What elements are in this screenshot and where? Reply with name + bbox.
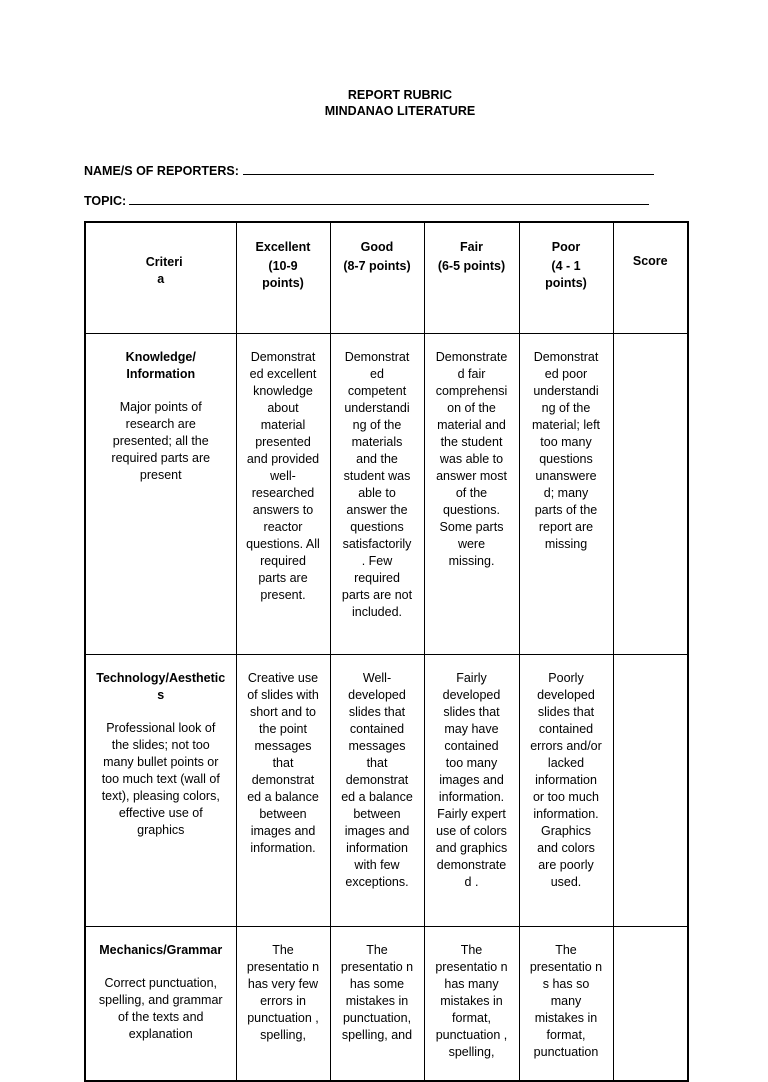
document-title: REPORT RUBRIC bbox=[347, 88, 453, 102]
criterion-cell bbox=[85, 927, 236, 1082]
poor-cell: Poorly developed slides that contained errors and/or lacked information or too much information. Graphics and colors are poorly used. bbox=[519, 655, 613, 927]
table-header-row bbox=[85, 222, 688, 334]
table-row bbox=[85, 927, 688, 1082]
header-excellent bbox=[236, 222, 330, 334]
header-good bbox=[330, 222, 424, 334]
level-name: Fair bbox=[460, 240, 483, 254]
topic-field bbox=[84, 192, 649, 209]
score-cell[interactable] bbox=[613, 655, 688, 927]
good-cell: Demonstrat ed competent understandi ng of the materials and the student was able to answer the questions satisfactorily . Few required parts are not included. bbox=[330, 334, 424, 655]
criterion-name: Knowledge/ Information bbox=[125, 350, 196, 381]
criterion-description: Major points of research are presented; all the required parts are present bbox=[111, 400, 211, 482]
topic-blank-line bbox=[129, 192, 649, 205]
names-blank-line bbox=[243, 162, 654, 175]
criterion-description: Professional look of the slides; not too many bullet points or too much text (wall of text), pleasing colors, effective use of graphics bbox=[101, 721, 220, 837]
excellent-cell: Demonstrat ed excellent knowledge about material presented and provided well-researched answers to reactor questions. All required parts are present. bbox=[236, 334, 330, 655]
criterion-name: Mechanics/Grammar bbox=[99, 943, 223, 957]
fair-cell: The presentatio n has many mistakes in format, punctuation , spelling, bbox=[424, 927, 519, 1082]
document-subtitle: MINDANAO LITERATURE bbox=[324, 104, 476, 118]
header-score: Score bbox=[613, 222, 688, 334]
table-row bbox=[85, 334, 688, 655]
good-cell: The presentatio n has some mistakes in punctuation, spelling, and bbox=[330, 927, 424, 1082]
level-name: Good bbox=[360, 240, 394, 254]
score-cell[interactable] bbox=[613, 334, 688, 655]
header-fair bbox=[424, 222, 519, 334]
level-name: Excellent bbox=[255, 240, 311, 254]
table-row bbox=[85, 655, 688, 927]
level-range: (6-5 points) bbox=[437, 259, 506, 273]
header-poor bbox=[519, 222, 613, 334]
level-range: (8-7 points) bbox=[343, 259, 411, 273]
fair-cell: Fairly developed slides that may have contained too many images and information. Fairly expert use of colors and graphics demonstrate d . bbox=[424, 655, 519, 927]
rubric-table bbox=[84, 221, 689, 1082]
excellent-cell: The presentatio n has very few errors in punctuation , spelling, bbox=[236, 927, 330, 1082]
poor-cell: The presentatio n s has so many mistakes in format, punctuation bbox=[519, 927, 613, 1082]
good-cell: Well-developed slides that contained messages that demonstrat ed a balance between images and information with few exceptions. bbox=[330, 655, 424, 927]
level-range: (4 - 1 points) bbox=[545, 259, 587, 290]
criterion-cell bbox=[85, 334, 236, 655]
excellent-cell: Creative use of slides with short and to the point messages that demonstrat ed a balance between images and information. bbox=[236, 655, 330, 927]
criterion-description: Correct punctuation, spelling, and grammar of the texts and explanation bbox=[98, 976, 223, 1041]
fair-cell: Demonstrate d fair comprehensi on of the material and the student was able to answer most of the questions. Some parts were missing. bbox=[424, 334, 519, 655]
level-range: (10-9 points) bbox=[262, 259, 304, 290]
score-cell[interactable] bbox=[613, 927, 688, 1082]
names-of-reporters-field bbox=[84, 162, 654, 179]
header-criteria: Criteri a bbox=[85, 222, 236, 334]
topic-label: TOPIC: bbox=[84, 194, 127, 208]
names-of-reporters-label: NAME/S OF REPORTERS: bbox=[84, 164, 239, 178]
poor-cell: Demonstrat ed poor understandi ng of the material; left too many questions unanswere d; many parts of the report are missing bbox=[519, 334, 613, 655]
level-name: Poor bbox=[551, 240, 581, 254]
criterion-cell bbox=[85, 655, 236, 927]
criterion-name: Technology/Aesthetic s bbox=[96, 671, 226, 702]
